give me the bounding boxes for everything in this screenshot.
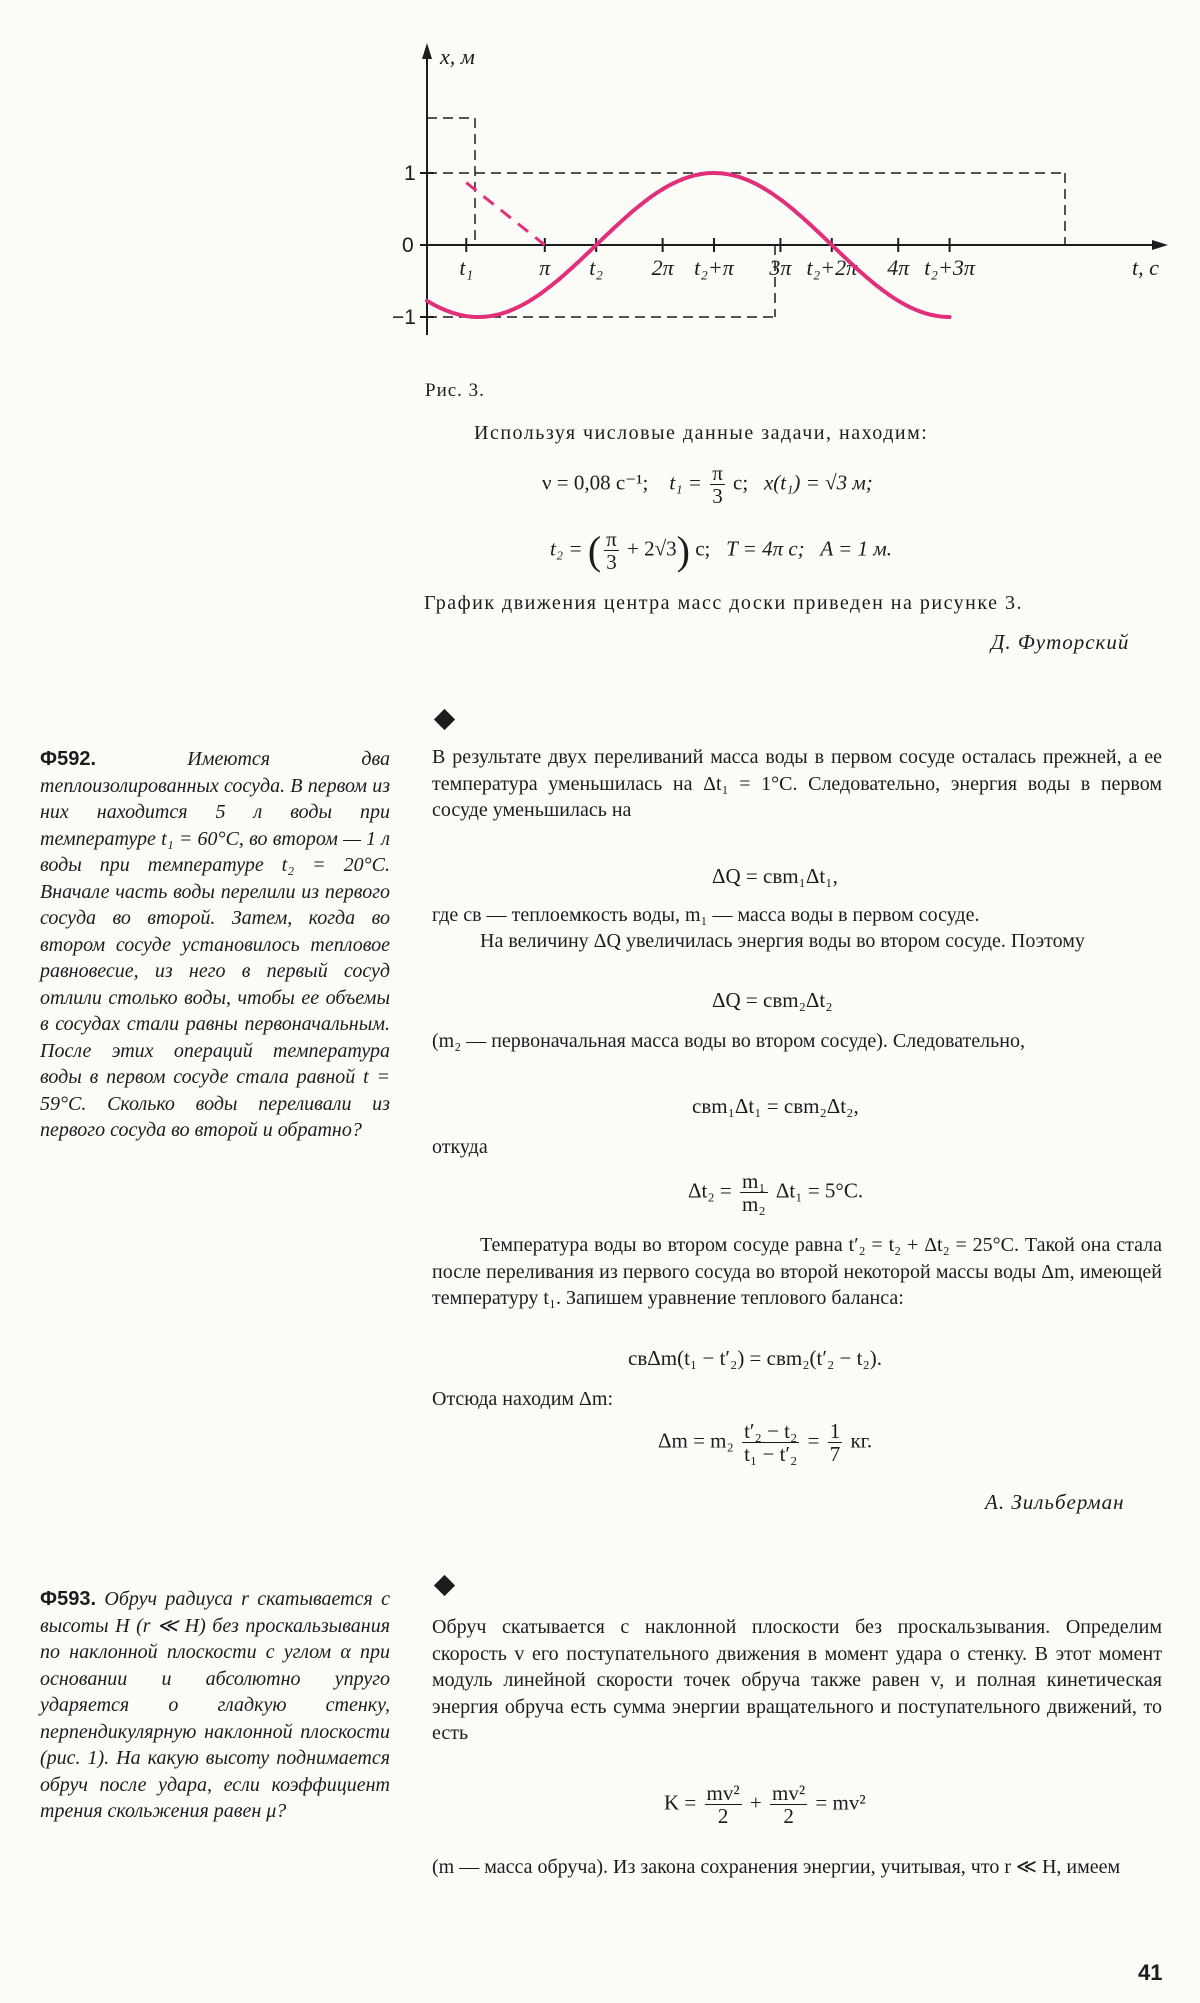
y-tick-label: 1 — [404, 162, 416, 185]
equation-balance1: cвm₁Δt₁ = cвm₂Δt₂, — [692, 1094, 859, 1118]
solution-592-p5: откуда — [432, 1136, 488, 1158]
figure-reference-text: График движения центра масс доски приведен на рисунке 3. — [424, 592, 1023, 614]
problem-592-label: Ф592. — [40, 748, 96, 770]
eq-dm-frac: $\frac{\text{t′₂ − t₂}}{\text{t₁ − t′₂}}$ — [744, 1419, 798, 1467]
y-tick-label: −1 — [392, 306, 416, 329]
eq-t2-frac: $\frac{\pi}{3}$ — [606, 526, 617, 574]
eq-t2-sum: + 2√3 — [627, 536, 677, 561]
equation-heat-balance: cвΔm(t₁ − t′₂) = cвm₂(t′₂ − t₂). — [628, 1346, 883, 1370]
problem-592-text: Имеются два теплоизолированных сосуда. В первом из них находится 5 л воды при температуре t₁ = 60°С, во втором — 1 л воды при температуре t₂ = 20°С. Вначале часть воды перелили из первого сосуда во второй. Затем, когда во втором сосуде установилось тепловое равновесие, из него в первый сосуд отлили столько воды, чтобы ее объемы в сосудах стали равны первоначальным. После этих операций температура воды в первом сосуде стала равной t = 59°С. Сколько воды переливали из первого сосуда во второй и обратно? — [40, 748, 390, 1141]
equation-line-2: t₂ = ( $\frac{\pi}{3}$ + 2√3) с; T = 4π с; A = 1 м. — [550, 526, 892, 574]
eq-t1-unit: с; — [733, 470, 749, 495]
x-tick-label: t₁ — [459, 255, 474, 280]
equation-dq2: ΔQ = cвm₂Δt₂ — [712, 988, 833, 1012]
solution-593-p1: Обруч скатывается с наклонной плоскости без проскальзывания. Определим скорость v его поступательного движения в момент удара о стенку. В этот момент модуль линейной скорости точек обруча также равен v, и полная кинетическая энергия обруча есть сумма энергии вращательного и поступательного движений, то есть — [432, 1616, 1162, 1744]
lead-text: Используя числовые данные задачи, находим: — [474, 422, 929, 444]
solution-marker-icon — [434, 709, 455, 730]
eq-t1-frac: $\frac{\pi}{3}$ — [712, 461, 723, 509]
solution-marker-icon — [434, 1575, 455, 1596]
eq-dt2-frac: $\frac{\text{m₁}}{\text{m₂}}$ — [742, 1169, 766, 1217]
x-tick-label: 2π — [651, 255, 674, 280]
problem-593-label: Ф593. — [40, 1588, 96, 1610]
solution-593-p2: (m — масса обруча). Из закона сохранения энергии, учитывая, что r ≪ H, имеем — [432, 1856, 1121, 1878]
x-tick-labels — [459, 255, 976, 280]
solution-592-p6: Температура воды во втором сосуде равна t′₂ = t₂ + Δt₂ = 25°С. Такой она стала после переливания из первого сосуда во второй некоторой массы воды Δm, имеющей температуру t₁. Запишем уравнение теплового баланса: — [432, 1234, 1162, 1309]
tangent-dashed-line — [466, 183, 545, 245]
equation-dt2: Δt₂ = $\frac{\text{m₁}}{\text{m₂}}$ Δt₁ = 5°С. — [688, 1169, 864, 1217]
equation-dq1: ΔQ = cвm₁Δt₁, — [712, 864, 838, 888]
y-axis-label: x, м — [440, 44, 475, 69]
x-tick-label: 4π — [887, 255, 910, 280]
eq-x-t1: x(t₁) = √3 м; — [763, 470, 873, 495]
author-zilberman: А. Зильберман — [985, 1490, 1125, 1514]
x-tick-label: t₂ — [589, 255, 604, 280]
solution-592-p4: (m₂ — первоначальная масса воды во втором сосуде). Следовательно, — [432, 1030, 1025, 1052]
eq-t1: t₁ = — [669, 470, 702, 495]
eq-k-frac2: $\frac{\text{mv²}}{2}$ — [772, 1781, 806, 1829]
solution-592-p3: На величину ΔQ увеличилась энергия воды во втором сосуде. Поэтому — [480, 930, 1085, 952]
x-tick-label: t₂+π — [694, 255, 734, 280]
solution-592-p2: где cв — теплоемкость воды, m₁ — масса воды в первом сосуде. — [432, 904, 980, 926]
x-tick-label: t₂+2π — [806, 255, 858, 280]
eq-k-frac1: $\frac{\text{mv²}}{2}$ — [706, 1781, 740, 1829]
x-axis-label: t, с — [1132, 255, 1159, 280]
x-tick-label: t₂+3π — [924, 255, 975, 280]
equation-kinetic-energy: K = $\frac{\text{mv²}}{2}$ + $\frac{\text{mv²}}{2}$ = mv² — [664, 1781, 866, 1829]
author-futorsky: Д. Футорский — [991, 630, 1130, 654]
solution-592-p1: В результате двух переливаний масса воды в первом сосуде осталась прежней, а ее температура уменьшилась на Δt₁ = 1°С. Следовательно, энергия воды в первом сосуде уменьшилась на — [432, 746, 1162, 821]
y-tick-label: 0 — [402, 234, 414, 257]
eq-nu: ν = 0,08 с⁻¹; — [542, 470, 649, 495]
eq-t2: t₂ = — [550, 536, 583, 561]
x-tick-label: π — [539, 255, 551, 280]
equation-line-1 — [542, 462, 873, 507]
motion-graph — [380, 35, 1180, 370]
y-axis-arrow — [422, 43, 432, 59]
problem-593-text: Обруч радиуса r скатывается с высоты H (r ≪ H) без проскальзывания по наклонной плоскости с углом α при основании и абсолютно упруго ударяется о гладкую стенку, перпендикулярную наклонной плоскости (рис. 1). На какую высоту поднимается обруч после удара, если коэффициент трения скольжения равен μ? — [40, 1588, 391, 1822]
problem-593 — [40, 1586, 390, 1825]
figure-caption: Рис. 3. — [425, 380, 485, 401]
eq-period: T = 4π с; — [726, 536, 805, 561]
eq-t2-unit: с; — [695, 536, 711, 561]
equation-dm: Δm = m₂ $\frac{\text{t′₂ − t₂}}{\text{t₁ − t′₂}}$ = $\frac{1}{7}$ кг. — [658, 1419, 873, 1467]
page-number: 41 — [1138, 1960, 1163, 1985]
eq-dm-frac2: $\frac{1}{7}$ — [829, 1419, 841, 1467]
eq-amplitude: A = 1 м. — [820, 536, 892, 561]
solution-592-p7: Отсюда находим Δm: — [432, 1388, 614, 1410]
x-tick-label: 3π — [769, 255, 792, 280]
x-axis-arrow — [1152, 240, 1168, 250]
problem-592 — [40, 746, 390, 1144]
